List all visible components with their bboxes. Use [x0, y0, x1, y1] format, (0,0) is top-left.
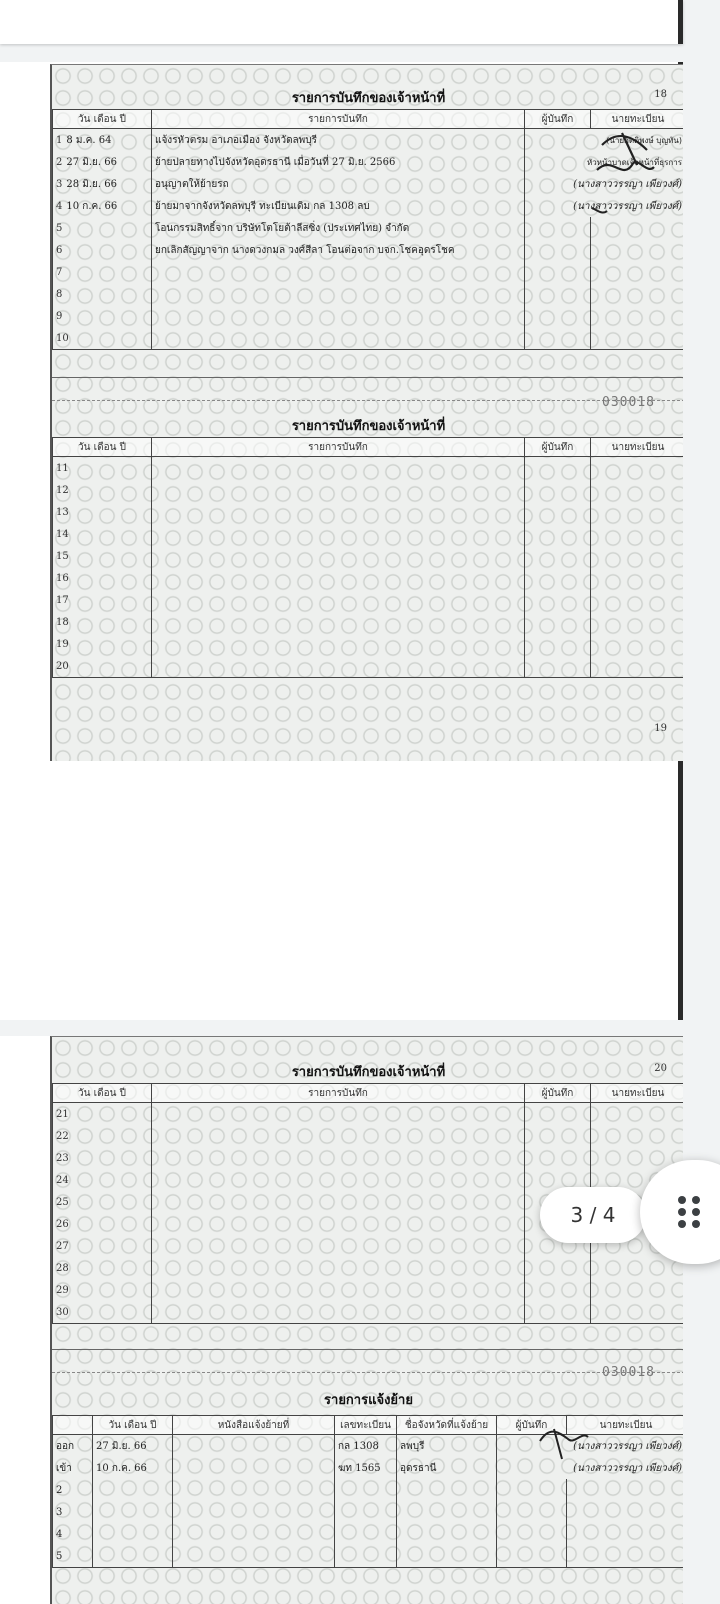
row-number: 26 — [56, 1218, 69, 1230]
row-entry: ย้ายมาจากจังหวัดลพบุรี ทะเบียนเดิม กล 1308 ลบ — [152, 195, 525, 217]
drag-dots-icon — [678, 1196, 702, 1228]
row-number: 25 — [56, 1196, 69, 1208]
row-number: 27 — [56, 1240, 69, 1252]
table-row — [53, 457, 684, 480]
row-number: 2 — [56, 156, 63, 168]
table-row — [53, 567, 684, 589]
row-number: 30 — [56, 1306, 69, 1318]
table-row — [53, 261, 684, 283]
move-table — [52, 1415, 683, 1568]
table-row — [53, 195, 684, 217]
table-row — [53, 217, 684, 239]
col-registrar: นายทะเบียน — [567, 1416, 684, 1435]
row-registration: กล 1308 — [335, 1435, 397, 1458]
row-entry: ย้ายปลายทางไปจังหวัดอุดรธานี เมื่อวันที่ 27 มิ.ย. 2566 — [152, 151, 525, 173]
table-row — [53, 655, 684, 678]
sheet-page-number: 18 — [654, 89, 667, 100]
row-recorder: (นางสาววรรญา เพียวงศ์) — [573, 1462, 682, 1474]
row-number: 5 — [56, 222, 63, 234]
document-page — [0, 1036, 683, 1604]
table-row — [53, 1435, 684, 1458]
row-direction: 3 — [53, 1501, 93, 1523]
row-number: 28 — [56, 1262, 69, 1274]
table-row — [53, 283, 684, 305]
sheet-page-number: 19 — [654, 723, 667, 734]
row-number: 17 — [56, 594, 69, 606]
row-number: 24 — [56, 1174, 69, 1186]
col-direction — [53, 1416, 93, 1435]
row-recorder: (นายกิตติพงษ์ บุญทัน) — [606, 135, 682, 145]
scanned-sheet — [50, 64, 683, 761]
table-row — [53, 1279, 684, 1301]
col-registrar: นายทะเบียน — [591, 438, 684, 457]
row-province: อุดรธานี — [397, 1457, 497, 1479]
col-province: ชื่อจังหวัดที่แจ้งย้าย — [397, 1416, 497, 1435]
sheet-page-number: 20 — [654, 1063, 667, 1074]
table-header — [53, 438, 684, 457]
record-table — [52, 109, 683, 350]
table-row — [53, 545, 684, 567]
table-row — [53, 239, 684, 261]
row-number: 3 — [56, 178, 63, 190]
col-letter: หนังสือแจ้งย้ายที่ — [173, 1416, 335, 1435]
table-row — [53, 479, 684, 501]
table-row — [53, 173, 684, 195]
table-row — [53, 1501, 684, 1523]
row-number: 18 — [56, 616, 69, 628]
col-recorder: ผู้บันทึก — [525, 438, 591, 457]
previous-page-tail — [0, 0, 683, 44]
row-province: ลพบุรี — [397, 1435, 497, 1458]
table-row — [53, 1301, 684, 1324]
row-number: 23 — [56, 1152, 69, 1164]
row-date: 8 ม.ค. 64 — [66, 134, 112, 146]
row-number: 22 — [56, 1130, 69, 1142]
col-recorder: ผู้บันทึก — [525, 110, 591, 129]
table-row — [53, 1457, 684, 1479]
row-letter — [173, 1457, 335, 1479]
row-registration: ฆท 1565 — [335, 1457, 397, 1479]
page-counter: 3 / 4 — [540, 1187, 646, 1243]
table-row — [53, 589, 684, 611]
table-row — [53, 129, 684, 152]
row-recorder: (นางสาววรรญา เพียวงศ์) — [573, 200, 682, 212]
table-header — [53, 1084, 684, 1103]
table-row — [53, 1479, 684, 1501]
col-entry: รายการบันทึก — [152, 438, 525, 457]
col-date: วัน เดือน ปี — [53, 1084, 152, 1103]
row-recorder: หัวหน้าบาดเจ้าหน้าที่ธุรการ — [587, 157, 682, 167]
row-number: 6 — [56, 244, 63, 256]
row-recorder: (นางสาววรรญา เพียวงศ์) — [573, 1440, 682, 1452]
row-number: 4 — [56, 200, 63, 212]
row-number: 13 — [56, 506, 69, 518]
row-direction: 5 — [53, 1545, 93, 1568]
row-number: 7 — [56, 266, 63, 278]
row-number: 15 — [56, 550, 69, 562]
section-title: รายการบันทึกของเจ้าหน้าที่ — [291, 91, 446, 106]
table-row — [53, 1257, 684, 1279]
row-date: 28 มิ.ย. 66 — [66, 178, 117, 190]
table-row — [53, 1523, 684, 1545]
record-block-19 — [52, 411, 683, 761]
section-title: รายการแจ้งย้าย — [324, 1393, 413, 1408]
row-direction: เข้า — [53, 1457, 93, 1479]
table-row — [53, 1545, 684, 1568]
row-direction: 4 — [53, 1523, 93, 1545]
table-row — [53, 633, 684, 655]
row-letter — [173, 1435, 335, 1458]
record-block-18 — [52, 65, 683, 375]
row-date: 10 ก.ค. 66 — [93, 1457, 173, 1479]
row-direction: 2 — [53, 1479, 93, 1501]
record-table — [52, 437, 683, 678]
row-number: 1 — [56, 134, 63, 146]
table-header — [53, 1416, 684, 1435]
table-row — [53, 1125, 684, 1147]
row-recorder: (นางสาววรรญา เพียวงศ์) — [573, 178, 682, 190]
row-number: 10 — [56, 332, 69, 344]
row-date: 10 ก.ค. 66 — [66, 200, 118, 212]
col-registrar: นายทะเบียน — [591, 110, 684, 129]
row-entry: อนุญาตให้ย้ายรถ — [152, 173, 525, 195]
table-header — [53, 110, 684, 129]
table-row — [53, 523, 684, 545]
table-row — [53, 305, 684, 327]
section-title: รายการบันทึกของเจ้าหน้าที่ — [291, 1065, 446, 1080]
section-title: รายการบันทึกของเจ้าหน้าที่ — [291, 419, 446, 434]
row-number: 11 — [56, 462, 69, 474]
row-number: 21 — [56, 1108, 69, 1120]
sheet-serial: 030018 — [602, 1365, 655, 1380]
row-entry: แจ้งรหัวตรม อาเภอเมือง จังหวัดลพบุรี — [152, 129, 525, 152]
col-recorder: ผู้บันทึก — [497, 1416, 567, 1435]
col-date: วัน เดือน ปี — [93, 1416, 173, 1435]
row-number: 29 — [56, 1284, 69, 1296]
row-date: 27 มิ.ย. 66 — [93, 1435, 173, 1458]
row-number: 19 — [56, 638, 69, 650]
table-row — [53, 151, 684, 173]
table-row — [53, 501, 684, 523]
col-date: วัน เดือน ปี — [53, 110, 152, 129]
table-row — [53, 1147, 684, 1169]
row-entry: โอนกรรมสิทธิ์จาก บริษัทโตโยต้าลีสซิ่ง (ประเทศไทย) จำกัด — [152, 217, 525, 239]
row-date: 27 มิ.ย. 66 — [66, 156, 117, 168]
col-registration: เลขทะเบียน — [335, 1416, 397, 1435]
col-entry: รายการบันทึก — [152, 110, 525, 129]
col-date: วัน เดือน ปี — [53, 438, 152, 457]
row-number: 16 — [56, 572, 69, 584]
scanned-sheet — [50, 1036, 683, 1604]
row-number: 9 — [56, 310, 63, 322]
sheet-serial: 030018 — [602, 395, 655, 410]
move-record-block — [52, 1383, 683, 1604]
col-registrar: นายทะเบียน — [591, 1084, 684, 1103]
document-page — [0, 62, 683, 1020]
table-row — [53, 327, 684, 350]
row-direction: ออก — [53, 1435, 93, 1458]
sheet-divider — [52, 377, 683, 401]
col-entry: รายการบันทึก — [152, 1084, 525, 1103]
col-recorder: ผู้บันทึก — [525, 1084, 591, 1103]
row-number: 14 — [56, 528, 69, 540]
page-edge — [678, 0, 683, 44]
row-entry: ยกเลิกสัญญาจาก นางดวงกมล วงศ์สีลา โอนต่อจาก บจก.โชคอุดรโชค — [152, 239, 525, 261]
row-number: 20 — [56, 660, 69, 672]
row-number: 8 — [56, 288, 63, 300]
table-row — [53, 1103, 684, 1126]
row-number: 12 — [56, 484, 69, 496]
sheet-divider — [52, 1349, 683, 1373]
table-row — [53, 611, 684, 633]
